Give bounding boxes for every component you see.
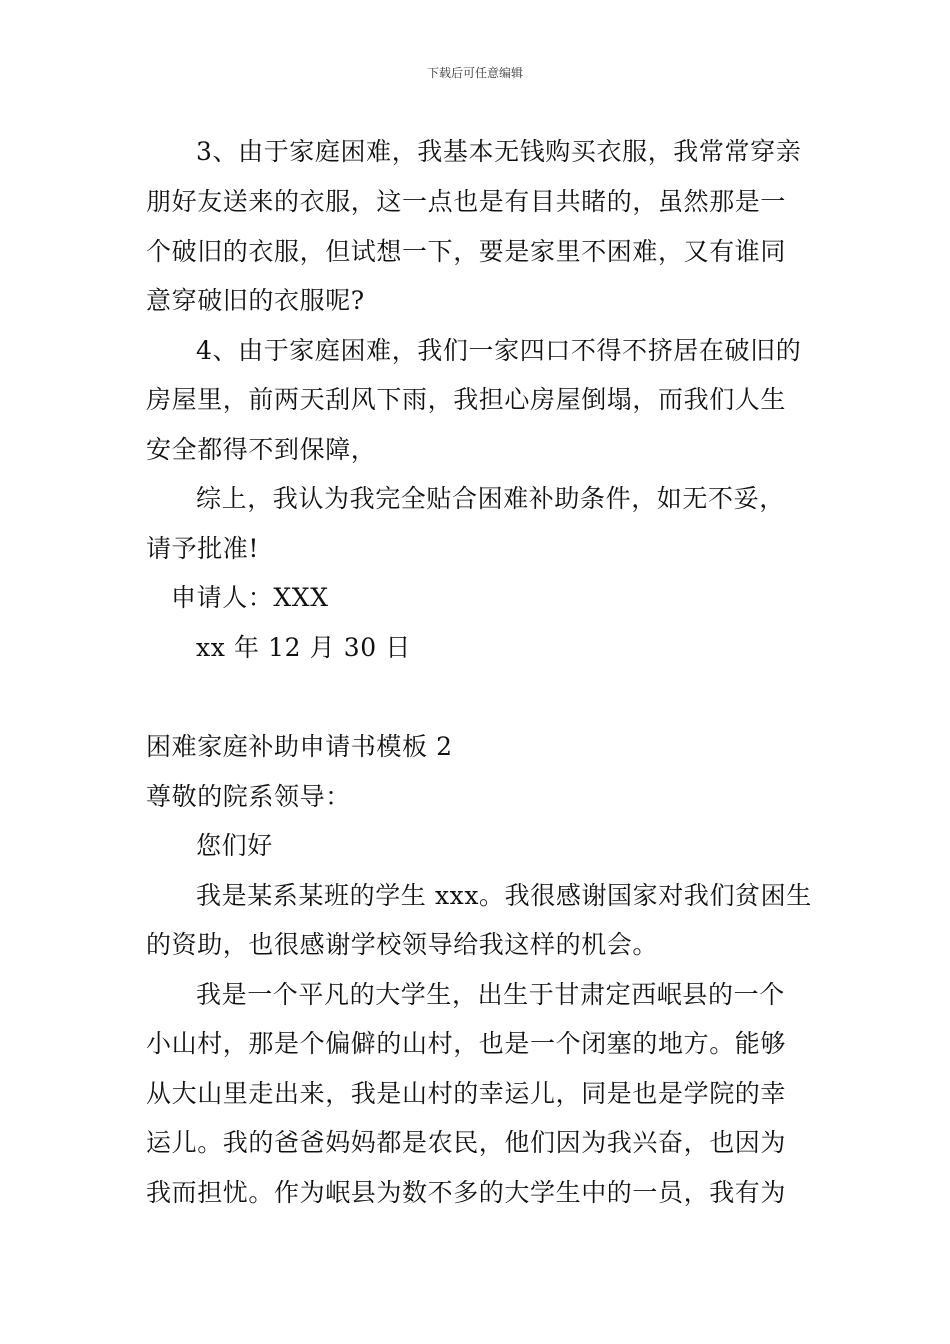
page-header: 下载后可任意编辑 bbox=[426, 66, 523, 80]
paragraph-line: 从大山里走出来，我是山村的幸运儿，同是也是学院的幸 bbox=[146, 1079, 787, 1108]
paragraph-line: 运儿。我的爸爸妈妈都是农民，他们因为我兴奋，也因为 bbox=[146, 1128, 787, 1157]
paragraph-line: 我是一个平凡的大学生，出生于甘肃定西岷县的一个 bbox=[196, 980, 785, 1009]
paragraph-line: 的资助，也很感谢学校领导给我这样的机会。 bbox=[146, 930, 659, 959]
paragraph-line: 朋好友送来的衣服，这一点也是有目共睹的，虽然那是一 bbox=[146, 187, 787, 216]
applicant-line: 申请人：XXX bbox=[171, 583, 329, 612]
greeting: 您们好 bbox=[196, 831, 273, 860]
paragraph-line: 个破旧的衣服，但试想一下，要是家里不困难，又有谁同 bbox=[146, 237, 787, 266]
paragraph-line: 我是某系某班的学生 xxx。我很感谢国家对我们贫困生 bbox=[196, 881, 812, 910]
paragraph-line: 房屋里，前两天刮风下雨，我担心房屋倒塌，而我们人生 bbox=[146, 385, 787, 414]
paragraph-line: 4、由于家庭困难，我们一家四口不得不挤居在破旧的 bbox=[196, 336, 802, 365]
salutation: 尊敬的院系领导： bbox=[146, 782, 351, 811]
paragraph-line: 请予批准! bbox=[146, 534, 260, 563]
section-title: 困难家庭补助申请书模板 2 bbox=[146, 732, 453, 761]
paragraph-line: 意穿破旧的衣服呢? bbox=[146, 286, 365, 315]
paragraph-line: 综上，我认为我完全贴合困难补助条件，如无不妥， bbox=[196, 484, 785, 513]
date-line: xx 年 12 月 30 日 bbox=[196, 633, 411, 662]
paragraph-line: 3、由于家庭困难，我基本无钱购买衣服，我常常穿亲 bbox=[196, 137, 802, 166]
paragraph-line: 我而担忧。作为岷县为数不多的大学生中的一员，我有为 bbox=[146, 1178, 787, 1207]
paragraph-line: 安全都得不到保障， bbox=[146, 435, 377, 464]
paragraph-line: 小山村，那是个偏僻的山村，也是一个闭塞的地方。能够 bbox=[146, 1029, 787, 1058]
